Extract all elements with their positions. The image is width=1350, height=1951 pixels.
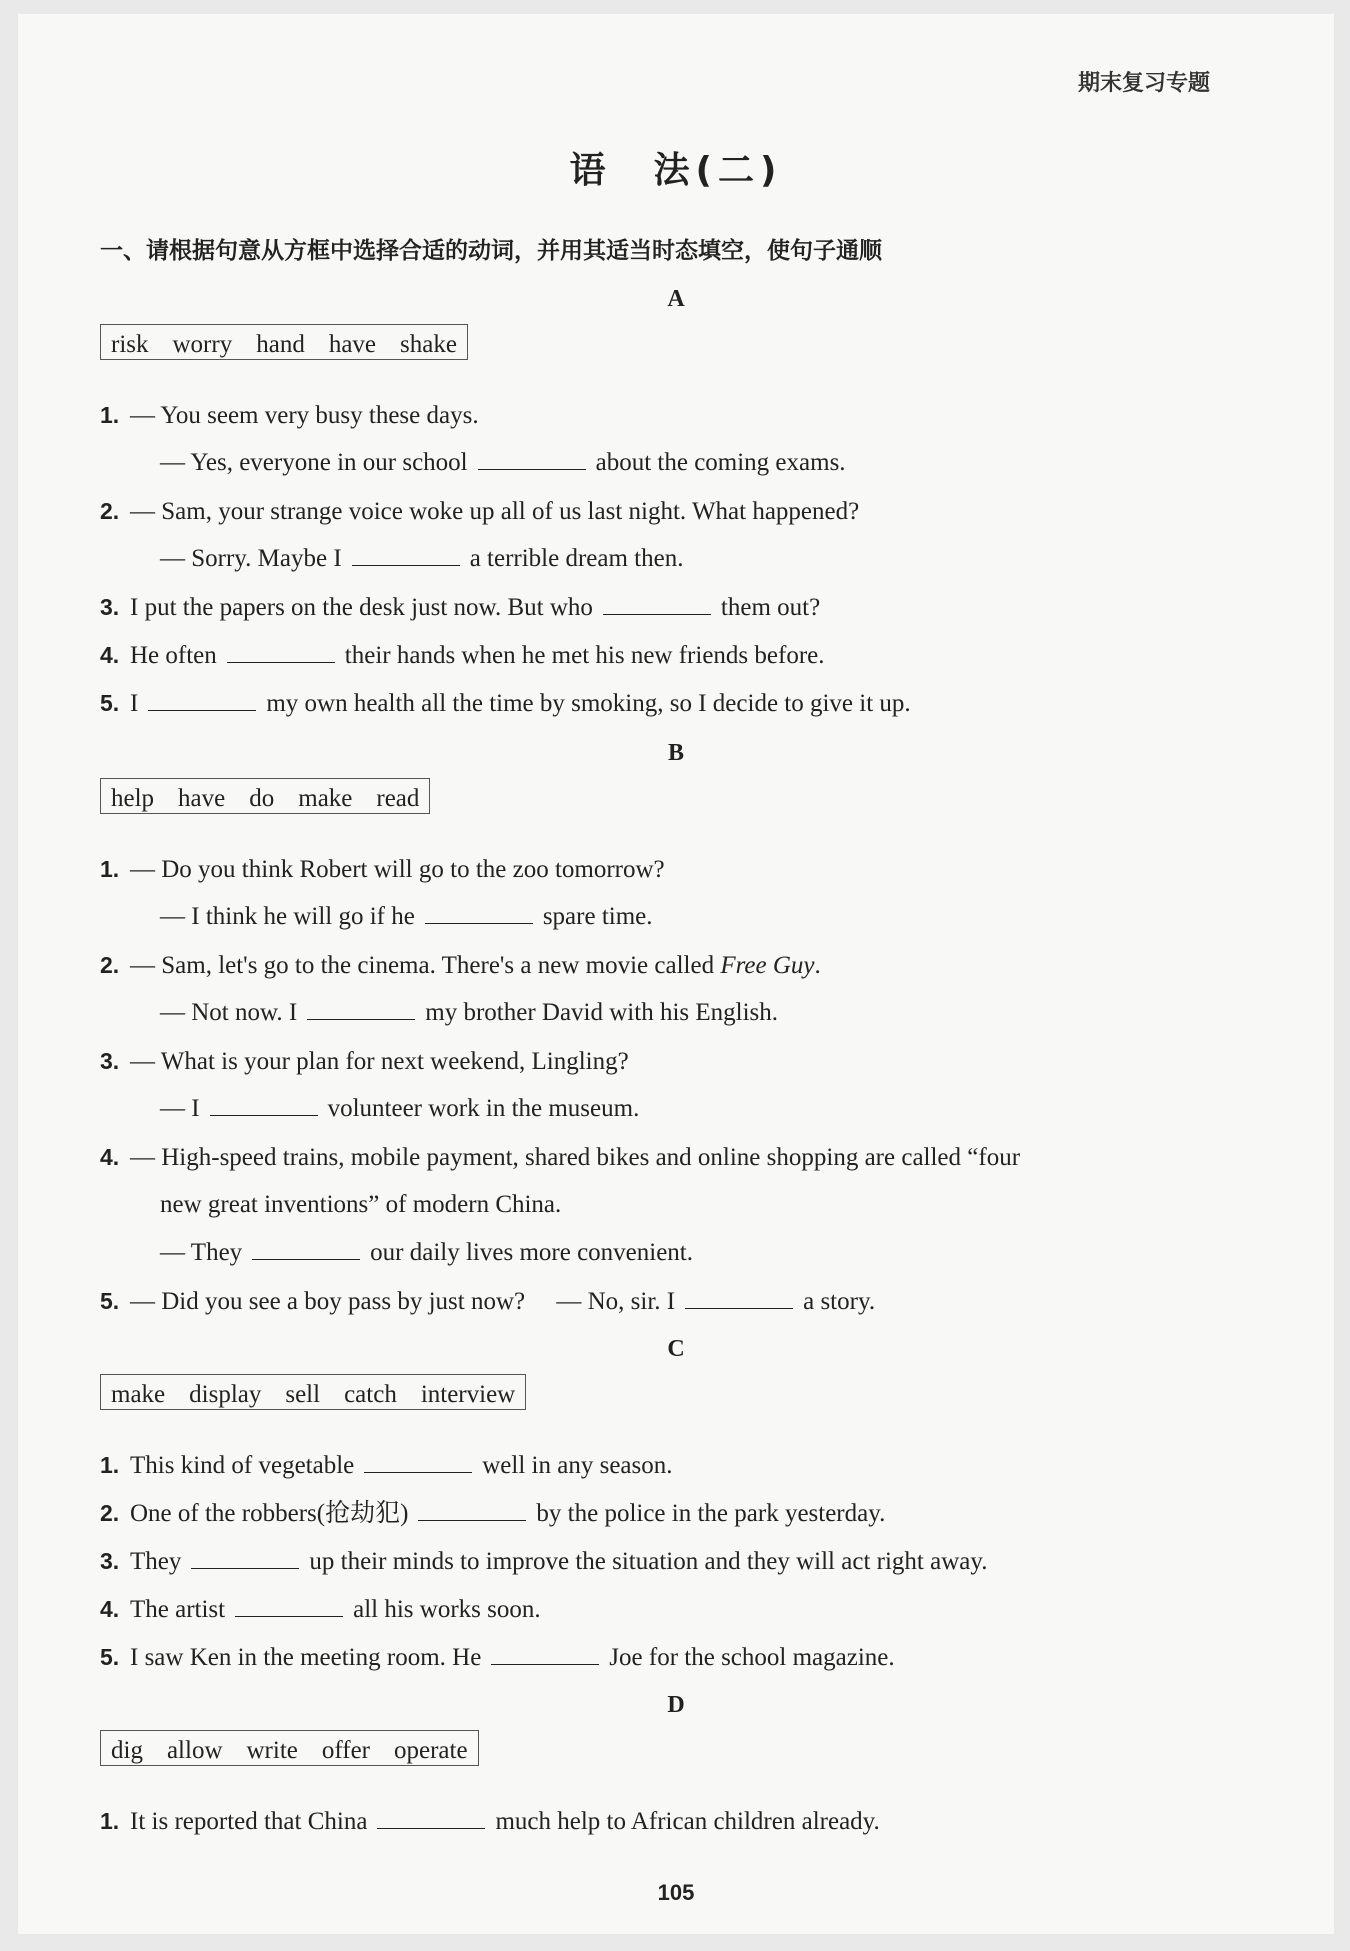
word-box	[100, 1374, 526, 1410]
question-line	[130, 1190, 561, 1220]
question-number: 5.	[100, 690, 120, 716]
question-text: I put the papers on the desk just now. But who	[130, 594, 593, 621]
question-text: — They	[160, 1239, 243, 1266]
question-text: I saw Ken in the meeting room. He	[130, 1644, 482, 1671]
question-number: 1.	[100, 1808, 120, 1834]
page-title: 语 法(二)	[569, 150, 783, 191]
question-line	[130, 448, 846, 478]
word-option: operate	[394, 1737, 468, 1764]
question-line	[130, 1238, 693, 1268]
section-letter: C	[667, 1336, 685, 1362]
question-line	[100, 400, 479, 431]
question-text-after: our daily lives more convenient.	[370, 1239, 693, 1266]
question-line	[100, 1642, 895, 1673]
answer-blank[interactable]	[191, 1548, 299, 1569]
worksheet-page	[18, 14, 1334, 1934]
word-option: help	[111, 785, 155, 812]
word-box	[100, 1730, 479, 1766]
question-number: 2.	[100, 498, 120, 524]
answer-blank[interactable]	[148, 690, 256, 711]
question-line	[100, 1286, 875, 1317]
answer-blank[interactable]	[210, 1095, 318, 1116]
header-tag: 期末复习专题	[1078, 71, 1211, 96]
word-option: offer	[321, 1737, 370, 1764]
question-line	[100, 1594, 541, 1625]
question-text-after: volunteer work in the museum.	[327, 1095, 640, 1122]
question-line	[100, 1806, 880, 1837]
question-text: new great inventions” of modern China.	[160, 1191, 562, 1218]
page-number: 105	[657, 1880, 695, 1905]
word-box	[100, 324, 468, 360]
question-text-after: well in any season.	[482, 1452, 673, 1479]
question-text-after: up their minds to improve the situation and they will act right away.	[309, 1548, 988, 1575]
question-number: 5.	[100, 1644, 120, 1670]
question-text: It is reported that China	[130, 1808, 368, 1835]
question-text-after: about the coming exams.	[595, 449, 846, 476]
question-number: 1.	[100, 856, 120, 882]
question-line	[100, 950, 821, 981]
question-text-after: by the police in the park yesterday.	[536, 1500, 886, 1527]
word-option: sell	[285, 1381, 321, 1408]
answer-blank[interactable]	[235, 1596, 343, 1617]
question-line	[130, 1094, 639, 1124]
question-text: The artist	[130, 1596, 226, 1623]
word-option: have	[178, 785, 226, 812]
word-option: read	[376, 785, 420, 812]
word-option: have	[328, 331, 377, 358]
word-option: risk	[111, 331, 149, 358]
question-line	[100, 1046, 629, 1077]
section-letter: A	[667, 286, 685, 312]
word-option: worry	[172, 331, 233, 358]
question-number: 3.	[100, 1048, 120, 1074]
question-text: — I	[160, 1095, 200, 1122]
question-text: I	[130, 690, 139, 717]
question-text: — Do you think Robert will go to the zoo tomorrow?	[130, 856, 665, 883]
question-line	[100, 1142, 1020, 1173]
answer-blank[interactable]	[227, 642, 335, 663]
question-number: 4.	[100, 1596, 120, 1622]
word-option: interview	[420, 1381, 516, 1408]
word-option: hand	[256, 331, 305, 358]
word-option: make	[298, 785, 353, 812]
answer-blank[interactable]	[425, 903, 533, 924]
question-line	[100, 592, 820, 623]
question-number: 3.	[100, 594, 120, 620]
question-text: They	[130, 1548, 182, 1575]
question-line	[100, 1546, 987, 1577]
question-line	[100, 1450, 672, 1481]
question-text: He often	[130, 642, 217, 669]
word-box	[100, 778, 430, 814]
question-line	[100, 640, 825, 671]
answer-blank[interactable]	[364, 1452, 472, 1473]
question-number: 4.	[100, 642, 120, 668]
movie-title: Free Guy	[720, 952, 815, 979]
question-text-after: Joe for the school magazine.	[609, 1644, 895, 1671]
question-line	[130, 998, 778, 1028]
question-text: — Sam, your strange voice woke up all of us last night. What happened?	[130, 498, 860, 525]
answer-blank[interactable]	[352, 545, 460, 566]
question-text-after: their hands when he met his new friends before.	[344, 642, 825, 669]
question-number: 2.	[100, 1500, 120, 1526]
question-text: — Not now. I	[160, 999, 298, 1026]
question-line	[100, 688, 911, 719]
question-text: — High-speed trains, mobile payment, shared bikes and online shopping are called “four	[130, 1144, 1021, 1171]
word-option: display	[189, 1381, 262, 1408]
question-line	[100, 854, 665, 885]
word-option: catch	[344, 1381, 397, 1408]
word-option: allow	[166, 1737, 223, 1764]
answer-blank[interactable]	[418, 1500, 526, 1521]
question-number: 2.	[100, 952, 120, 978]
question-text-tail: .	[814, 952, 821, 979]
question-number: 1.	[100, 402, 120, 428]
section-letter: B	[667, 740, 684, 766]
question-line	[100, 1498, 885, 1529]
word-option: do	[249, 785, 275, 812]
question-text-after: them out?	[720, 594, 821, 621]
question-line	[100, 496, 859, 527]
word-option: make	[111, 1381, 166, 1408]
question-text: — Sorry. Maybe I	[160, 545, 342, 572]
answer-blank[interactable]	[491, 1644, 599, 1665]
question-text: — What is your plan for next weekend, Lingling?	[130, 1048, 629, 1075]
question-text: This kind of vegetable	[130, 1452, 355, 1479]
answer-blank[interactable]	[478, 449, 586, 470]
question-number: 1.	[100, 1452, 120, 1478]
answer-blank[interactable]	[307, 999, 415, 1020]
word-option: dig	[111, 1737, 143, 1764]
question-text: — You seem very busy these days.	[130, 402, 479, 429]
question-text: — Yes, everyone in our school	[160, 449, 468, 476]
instruction-text: 一、请根据句意从方框中选择合适的动词，并用其适当时态填空，使句子通顺	[100, 238, 882, 264]
question-text: — Sam, let's go to the cinema. There's a new movie called	[130, 952, 715, 979]
question-text-after: my brother David with his English.	[425, 999, 779, 1026]
question-text-after: a story.	[803, 1288, 876, 1315]
question-text-after: a terrible dream then.	[469, 545, 684, 572]
question-line	[130, 902, 653, 932]
answer-blank[interactable]	[685, 1288, 793, 1309]
question-number: 4.	[100, 1144, 120, 1170]
question-text: — Did you see a boy pass by just now? — No, sir. I	[130, 1288, 676, 1315]
answer-blank[interactable]	[603, 594, 711, 615]
answer-blank[interactable]	[377, 1808, 485, 1829]
question-number: 3.	[100, 1548, 120, 1574]
word-option: write	[246, 1737, 298, 1764]
question-text-after: spare time.	[542, 903, 653, 930]
question-text-after: all his works soon.	[353, 1596, 541, 1623]
word-option: shake	[400, 331, 457, 358]
question-line	[130, 544, 683, 574]
section-letter: D	[667, 1692, 685, 1718]
question-text-after: my own health all the time by smoking, so I decide to give it up.	[266, 690, 911, 717]
question-text: One of the robbers(抢劫犯)	[130, 1500, 409, 1527]
question-number: 5.	[100, 1288, 120, 1314]
answer-blank[interactable]	[252, 1239, 360, 1260]
question-text: — I think he will go if he	[160, 903, 415, 930]
question-text-after: much help to African children already.	[495, 1808, 880, 1835]
